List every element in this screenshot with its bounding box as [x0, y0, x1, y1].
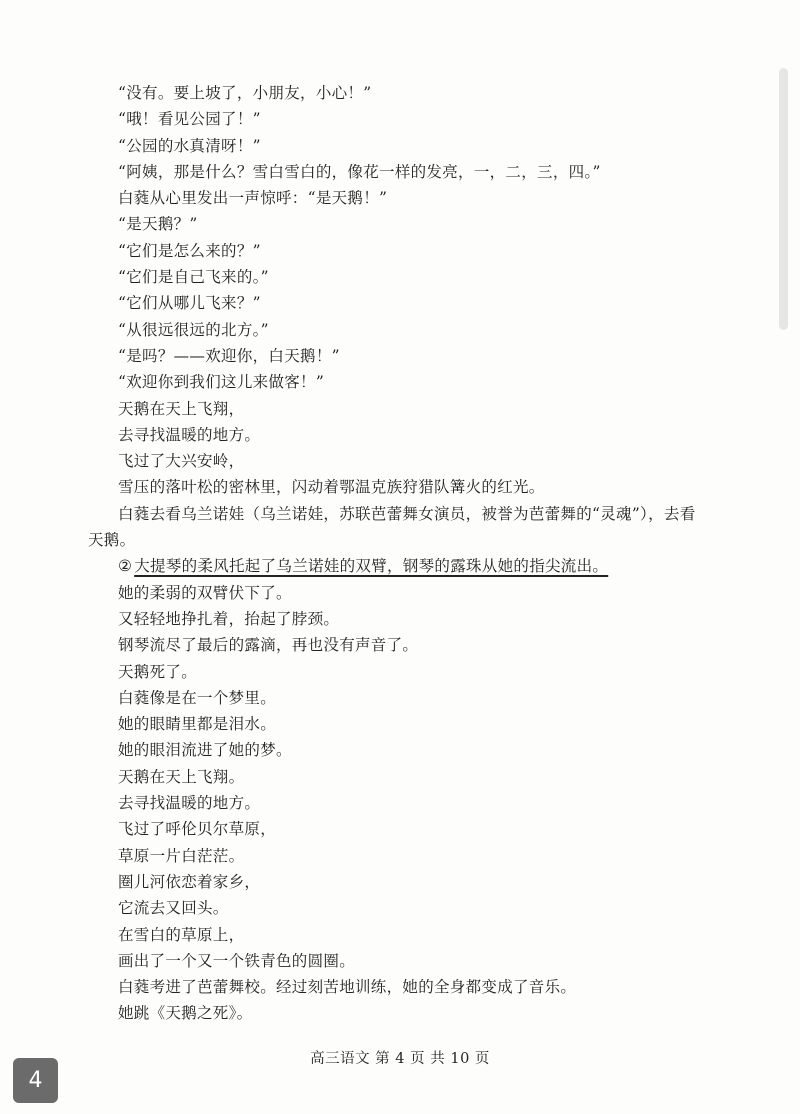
- text-line: “它们从哪儿飞来？”: [118, 294, 261, 313]
- text-line: “它们是怎么来的？”: [118, 241, 261, 260]
- text-line: 她的眼睛里都是泪水。: [118, 715, 277, 734]
- text-line: 在雪白的草原上，: [118, 925, 245, 944]
- text-line: 去寻找温暖的地方。: [118, 425, 261, 444]
- text-line: 天鹅在天上飞翔，: [118, 399, 245, 418]
- text-line: 白蕤从心里发出一声惊呼：“是天鹅！”: [118, 189, 388, 208]
- text-line-continuation: 天鹅。: [88, 531, 136, 550]
- text-line: “哦！看见公园了！”: [118, 110, 261, 129]
- text-line: “是天鹅？”: [118, 215, 198, 234]
- text-line: 白蕤去看乌兰诺娃（乌兰诺娃，苏联芭蕾舞女演员，被誉为芭蕾舞的“灵魂”），去看: [118, 504, 696, 523]
- text-line: 又轻轻地挣扎着，抬起了脖颈。: [118, 609, 340, 628]
- text-line: “欢迎你到我们这儿来做客！”: [118, 373, 325, 392]
- text-line: 钢琴流尽了最后的露滴，再也没有声音了。: [118, 636, 419, 655]
- page-footer: 高三语文 第 4 页 共 10 页: [310, 1051, 490, 1067]
- text-line: 飞过了呼伦贝尔草原，: [118, 820, 277, 839]
- text-line: “它们是自己飞来的。”: [118, 268, 269, 287]
- text-line: 圈儿河依恋着家乡，: [118, 872, 261, 891]
- text-line: 草原一片白茫茫。: [118, 846, 245, 865]
- text-line: 画出了一个又一个铁青色的圆圈。: [118, 951, 356, 970]
- text-line: “是吗？——欢迎你，白天鹅！”: [118, 346, 340, 365]
- text-line: 白蕤考进了芭蕾舞校。经过刻苦地训练，她的全身都变成了音乐。: [118, 978, 577, 997]
- text-line: 天鹅在天上飞翔。: [118, 767, 245, 786]
- text-line: 她的柔弱的双臂伏下了。: [118, 583, 292, 602]
- text-line: “没有。要上坡了，小朋友，小心！”: [118, 84, 372, 102]
- page-number-badge[interactable]: 4: [13, 1058, 58, 1103]
- text-line: 她的眼泪流进了她的梦。: [118, 741, 292, 760]
- text-line: 她跳《天鹅之死》。: [118, 1004, 253, 1023]
- sentence-marker: ②: [118, 557, 133, 576]
- text-line: “从很远很远的北方。”: [118, 320, 269, 339]
- text-line: “公园的水真清呀！”: [118, 136, 261, 155]
- text-line: 天鹅死了。: [118, 662, 198, 681]
- passage-body: [88, 80, 728, 1027]
- vertical-scrollbar[interactable]: [779, 68, 788, 330]
- text-line: 飞过了大兴安岭，: [118, 452, 245, 471]
- text-line: 雪压的落叶松的密林里，闪动着鄂温克族狩猎队篝火的红光。: [118, 478, 545, 497]
- text-line: 它流去又回头。: [118, 899, 229, 918]
- underlined-sentence-2: ② 大提琴的柔风托起了乌兰诺娃的双臂，钢琴的露珠从她的指尖流出。: [118, 557, 609, 576]
- text-line: 去寻找温暖的地方。: [118, 794, 261, 813]
- text-line: 白蕤像是在一个梦里。: [118, 688, 277, 707]
- text-line: “阿姨，那是什么？雪白雪白的，像花一样的发亮，一，二，三，四。”: [118, 162, 601, 181]
